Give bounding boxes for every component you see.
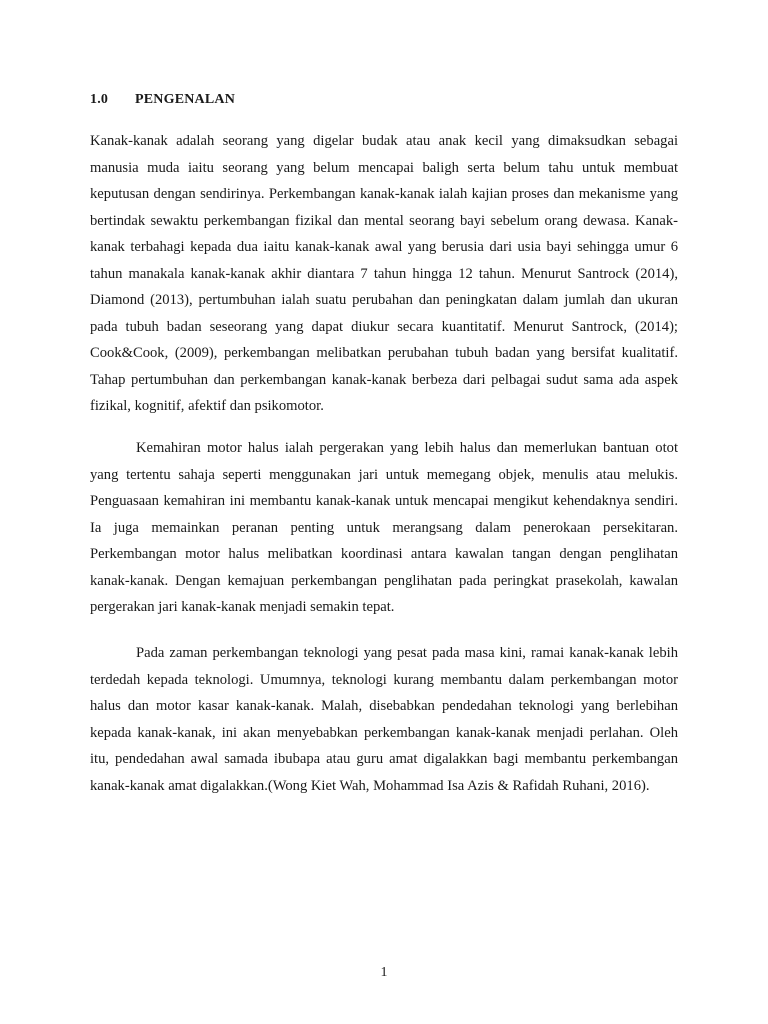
paragraph-technology: Pada zaman perkembangan teknologi yang pesat pada masa kini, ramai kanak-kanak lebih terdedah kepada teknologi. Umumnya, teknologi kurang membantu dalam perkembangan motor halus dan motor kasar kanak-kanak. Malah, disebabkan pendedahan teknologi yang berlebihan kepada kanak-kanak, ini akan menyebabkan perkembangan kanak-kanak menjadi perlahan. Oleh itu, pendedahan awal samada ibubapa atau guru amat digalakkan bagi membantu perkembangan kanak-kanak amat digalakkan.(Wong Kiet Wah, Mohammad Isa Azis & Rafidah Ruhani, 2016). xyxy=(90,645,678,794)
paragraph-introduction: Kanak-kanak adalah seorang yang digelar budak atau anak kecil yang dimaksudkan sebagai manusia muda iaitu seorang yang belum mencapai baligh serta belum tahu untuk membuat keputusan dengan sendirinya. Perkembangan kanak-kanak ialah kajian proses dan mekanisme yang bertindak sewaktu perkembangan fizikal dan mental seorang bayi sebelum orang dewasa. Kanak-kanak terbahagi kepada dua iaitu kanak-kanak awal yang berusia dari usia bayi sehingga umur 6 tahun manakala kanak-kanak akhir diantara 7 tahun hingga 12 tahun. Menurut Santrock (2014), Diamond (2013), pertumbuhan ialah suatu perubahan dan peningkatan dalam jumlah dan ukuran pada tubuh badan seseorang yang dapat diukur secara kuantitatif. Menurut Santrock, (2014); Cook&Cook, (2009), perkembangan melibatkan perubahan tubuh badan yang bersifat kualitatif. Tahap pertumbuhan dan perkembangan kanak-kanak berbeza dari pelbagai sudut sama ada aspek fizikal, kognitif, afektif dan psikomotor. xyxy=(90,133,678,414)
page-number: 1 xyxy=(380,965,388,980)
section-number: 1.0 xyxy=(90,92,109,107)
paragraph-fine-motor-skills: Kemahiran motor halus ialah pergerakan yang lebih halus dan memerlukan bantuan otot yang tertentu sahaja seperti menggunakan jari untuk memegang objek, menulis atau melukis. Penguasaan kemahiran ini membantu kanak-kanak untuk mencapai mengikut kehendaknya sendiri. Ia juga memainkan peranan penting untuk merangsang dalam penerokaan persekitaran. Perkembangan motor halus melibatkan koordinasi antara kawalan tangan dengan penglihatan kanak-kanak. Dengan kemajuan perkembangan penglihatan pada peringkat prasekolah, kawalan pergerakan jari kanak-kanak menjadi semakin tepat. xyxy=(90,440,678,615)
section-title: PENGENALAN xyxy=(135,92,236,107)
section-heading xyxy=(90,92,235,108)
